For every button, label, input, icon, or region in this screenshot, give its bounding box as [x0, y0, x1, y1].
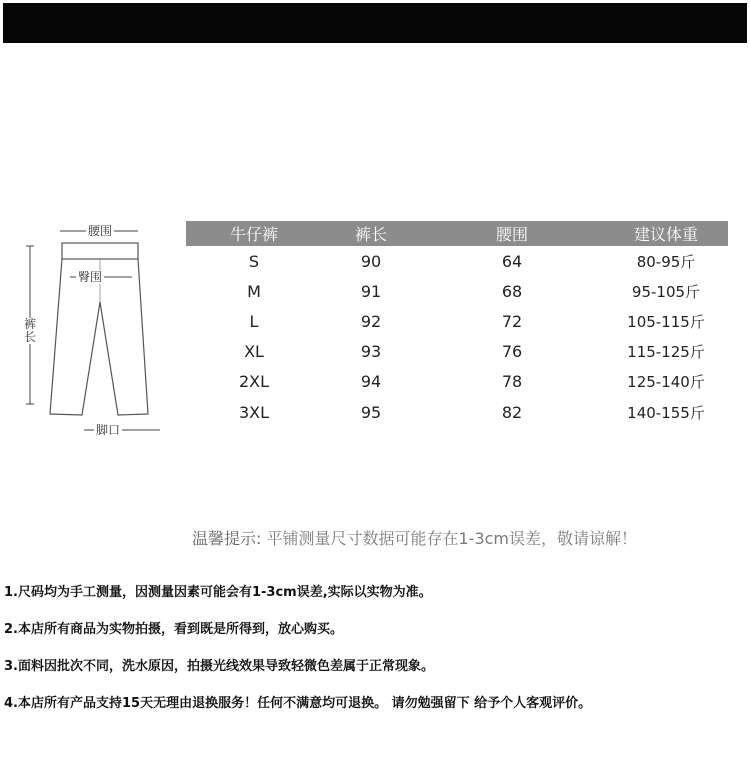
table-row — [186, 367, 728, 397]
size-cell: L — [249, 311, 259, 331]
table-row — [186, 306, 728, 336]
length-label: 裤长 — [24, 317, 37, 344]
pants-outline — [14, 214, 164, 444]
table-row — [186, 337, 728, 367]
header-length: 裤长 — [322, 221, 420, 246]
table-header-row — [186, 221, 728, 246]
size-cell: 2XL — [238, 372, 270, 392]
size-cell: S — [248, 251, 260, 271]
header-weight: 建议体重 — [604, 221, 728, 246]
table-row — [186, 246, 728, 276]
weight-cell: 115-125斤 — [627, 343, 705, 362]
note-item: 1.尺码均为手工测量，因测量因素可能会有1-3cm误差,实际以实物为准。 — [4, 585, 432, 600]
table-row — [186, 276, 728, 306]
weight-cell: 95-105斤 — [631, 282, 701, 301]
hem-label: 脚口 — [96, 423, 121, 437]
length-cell: 95 — [360, 402, 382, 422]
tip-text: 平铺测量尺寸数据可能存在1-3cm误差，敬请谅解！ — [266, 529, 638, 548]
hip-label: 臀围 — [78, 270, 103, 284]
weight-cell: 140-155斤 — [627, 403, 705, 422]
size-cell: M — [247, 281, 261, 301]
top-banner-bar — [3, 3, 747, 43]
pants-diagram — [14, 214, 164, 444]
weight-cell: 125-140斤 — [627, 373, 705, 392]
size-table — [186, 221, 728, 427]
waist-cell: 68 — [501, 281, 523, 301]
length-cell: 90 — [360, 251, 382, 271]
header-style: 牛仔裤 — [186, 221, 322, 246]
waist-label: 腰围 — [88, 224, 113, 238]
weight-cell: 105-115斤 — [627, 312, 705, 331]
length-cell: 92 — [360, 311, 382, 331]
size-cell: XL — [244, 342, 264, 362]
measurement-tip — [192, 526, 637, 549]
length-cell: 94 — [360, 372, 382, 392]
note-item: 4.本店所有产品支持15天无理由退换服务！任何不满意均可退换。 请勿勉强留下 给予个人客观评价。 — [4, 696, 592, 711]
note-item: 2.本店所有商品为实物拍摄，看到既是所得到，放心购买。 — [4, 622, 343, 637]
note-item: 3.面料因批次不同，洗水原因，拍摄光线效果导致轻微色差属于正常现象。 — [4, 659, 434, 674]
tip-lead: 温馨提示: — [192, 529, 262, 548]
size-cell: 3XL — [238, 402, 270, 422]
waist-cell: 64 — [501, 251, 523, 271]
table-row — [186, 397, 728, 427]
notes-list — [4, 583, 746, 731]
waist-cell: 72 — [501, 311, 523, 331]
waist-cell: 76 — [501, 342, 523, 362]
waist-cell: 82 — [501, 402, 523, 422]
length-cell: 91 — [360, 281, 382, 301]
header-waist: 腰围 — [420, 221, 604, 246]
waist-cell: 78 — [501, 372, 523, 392]
length-cell: 93 — [360, 342, 382, 362]
weight-cell: 80-95斤 — [636, 252, 696, 271]
